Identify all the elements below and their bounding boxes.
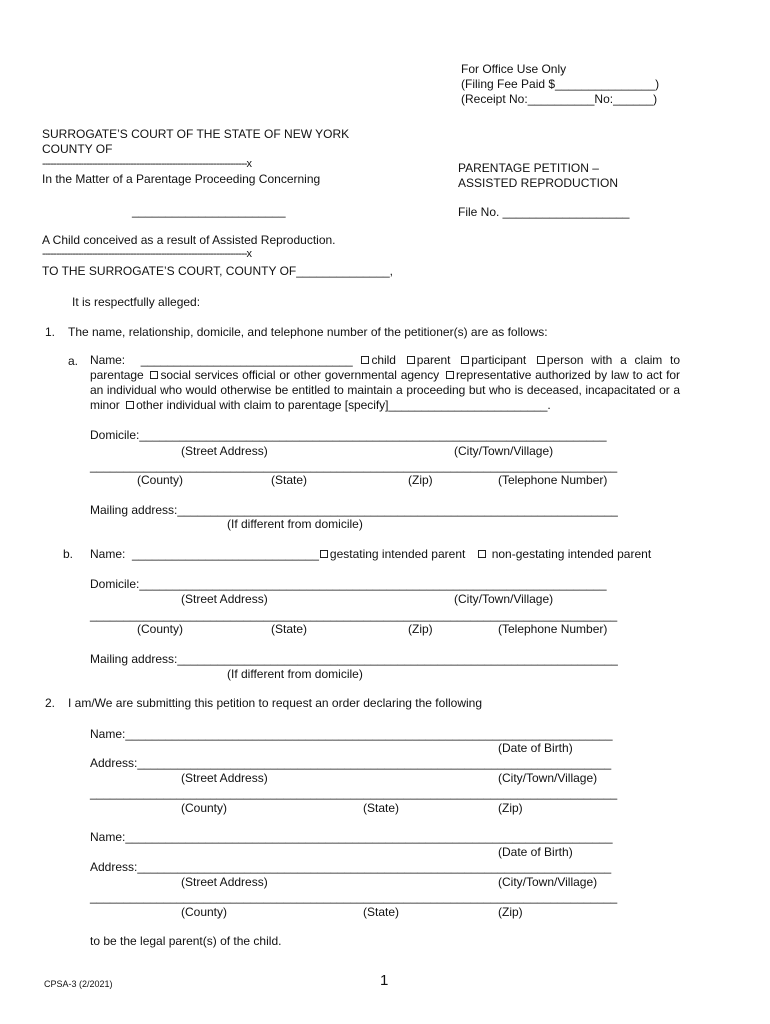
intro-text: It is respectfully alleged:: [72, 295, 201, 309]
petitioner-b-domicile-field[interactable]: Domicile:______________________________________________________________________: [90, 577, 607, 591]
child-option-label: child: [371, 353, 396, 367]
county-caption: (County): [181, 801, 228, 815]
telephone-caption: (Telephone Number): [498, 622, 608, 636]
claim-option-label: person with a claim to parentage: [90, 353, 680, 382]
checkbox-child[interactable]: [361, 356, 369, 364]
page-number: 1: [380, 972, 389, 989]
checkbox-non-gestating[interactable]: [478, 550, 486, 558]
addressed-to-court[interactable]: TO THE SURROGATE’S COURT, COUNTY OF______________,: [42, 264, 394, 278]
city-caption: (City/Town/Village): [498, 771, 598, 785]
item-1-number: 1.: [45, 325, 56, 339]
checkbox-representative[interactable]: [446, 371, 454, 379]
street-address-caption: (Street Address): [181, 771, 268, 785]
if-different-caption: (If different from domicile): [227, 667, 363, 681]
checkbox-claim-to-parentage[interactable]: [537, 356, 545, 364]
if-different-caption: (If different from domicile): [227, 517, 363, 531]
state-caption: (State): [271, 622, 308, 636]
parent-1-name-field[interactable]: Name:_________________________________________________________________________: [90, 727, 613, 741]
file-number-field[interactable]: File No. ___________________: [458, 205, 630, 219]
zip-caption: (Zip): [498, 905, 523, 919]
checkbox-other-individual[interactable]: [126, 401, 134, 409]
street-address-caption: (Street Address): [181, 592, 268, 606]
county-caption: (County): [181, 905, 228, 919]
city-caption: (City/Town/Village): [454, 592, 554, 606]
parent-2-name-field[interactable]: Name:_________________________________________________________________________: [90, 830, 613, 844]
checkbox-parent[interactable]: [407, 356, 415, 364]
caption-divider-top: --------------------------------------------------------------------------x: [42, 158, 252, 170]
parent-2-address-field[interactable]: Address:_______________________________________________________________________: [90, 860, 612, 874]
zip-caption: (Zip): [498, 801, 523, 815]
checkbox-gestating[interactable]: [320, 550, 328, 558]
street-address-caption: (Street Address): [181, 444, 268, 458]
social-services-option-label: social services official or other governmental agency: [160, 368, 440, 382]
closing-text: to be the legal parent(s) of the child.: [90, 934, 282, 948]
item-2-number: 2.: [45, 696, 56, 710]
checkbox-social-services[interactable]: [150, 371, 158, 379]
item-2-text: I am/We are submitting this petition to request an order declaring the following: [68, 696, 482, 710]
date-of-birth-caption: (Date of Birth): [498, 845, 573, 859]
item-1b-letter: b.: [63, 547, 74, 561]
petitioner-b-mailing-field[interactable]: Mailing address:__________________________________________________________________: [90, 652, 618, 666]
child-name-field[interactable]: _______________________: [132, 204, 286, 218]
checkbox-participant[interactable]: [461, 356, 469, 364]
participant-option-label: participant: [471, 353, 527, 367]
zip-caption: (Zip): [408, 622, 433, 636]
zip-caption: (Zip): [408, 473, 433, 487]
county-caption: (County): [137, 622, 184, 636]
state-caption: (State): [363, 801, 400, 815]
petition-title-line1: PARENTAGE PETITION –: [458, 161, 599, 175]
other-individual-option-label[interactable]: other individual with claim to parentage [specify]________________________.: [136, 398, 551, 412]
petition-title-line2: ASSISTED REPRODUCTION: [458, 176, 619, 190]
telephone-caption: (Telephone Number): [498, 473, 608, 487]
item-1-text: The name, relationship, domicile, and telephone number of the petitioner(s) are as follows:: [68, 325, 548, 339]
petitioner-b-county-line[interactable]: _______________________________________________________________________________: [90, 608, 618, 622]
receipt-no-field[interactable]: (Receipt No:__________No:______): [461, 92, 658, 106]
parent-1-county-line[interactable]: _______________________________________________________________________________: [90, 786, 618, 800]
petitioner-a-mailing-field[interactable]: Mailing address:__________________________________________________________________: [90, 503, 618, 517]
state-caption: (State): [271, 473, 308, 487]
street-address-caption: (Street Address): [181, 875, 268, 889]
petitioner-a-county-line[interactable]: _______________________________________________________________________________: [90, 459, 618, 473]
county-caption: (County): [137, 473, 184, 487]
non-gestating-option-label: non-gestating intended parent: [491, 547, 652, 561]
parent-2-county-line[interactable]: _______________________________________________________________________________: [90, 890, 618, 904]
item-1b-row: [90, 547, 651, 562]
representative-option-label: representative authorized by law to act for an individual who would otherwise be entitled to maintain a proceeding but who is deceased, incapacitated or a minor: [90, 368, 680, 412]
petitioner-a-domicile-field[interactable]: Domicile:______________________________________________________________________: [90, 428, 607, 442]
petitioner-b-name-field[interactable]: Name: ____________________________: [90, 547, 319, 561]
gestating-option-label: gestating intended parent: [329, 547, 466, 561]
petitioner-a-name-field[interactable]: Name: ________________________________: [90, 353, 361, 367]
child-description: A Child conceived as a result of Assisted Reproduction.: [42, 233, 336, 247]
city-caption: (City/Town/Village): [498, 875, 598, 889]
parent-1-address-field[interactable]: Address:_______________________________________________________________________: [90, 756, 612, 770]
caption-divider-bottom: --------------------------------------------------------------------------x: [42, 248, 252, 260]
item-1a-letter: a.: [68, 354, 79, 368]
parent-option-label: parent: [416, 353, 451, 367]
item-1a-relationship-options: [90, 353, 680, 413]
state-caption: (State): [363, 905, 400, 919]
office-use-label: For Office Use Only: [461, 62, 567, 76]
court-name: SURROGATE’S COURT OF THE STATE OF NEW YORK: [42, 127, 350, 141]
city-caption: (City/Town/Village): [454, 444, 554, 458]
county-label: COUNTY OF: [42, 142, 113, 156]
matter-heading: In the Matter of a Parentage Proceeding Concerning: [42, 172, 321, 186]
filing-fee-field[interactable]: (Filing Fee Paid $_______________): [461, 77, 660, 91]
form-id: CPSA-3 (2/2021): [44, 979, 113, 989]
date-of-birth-caption: (Date of Birth): [498, 741, 573, 755]
